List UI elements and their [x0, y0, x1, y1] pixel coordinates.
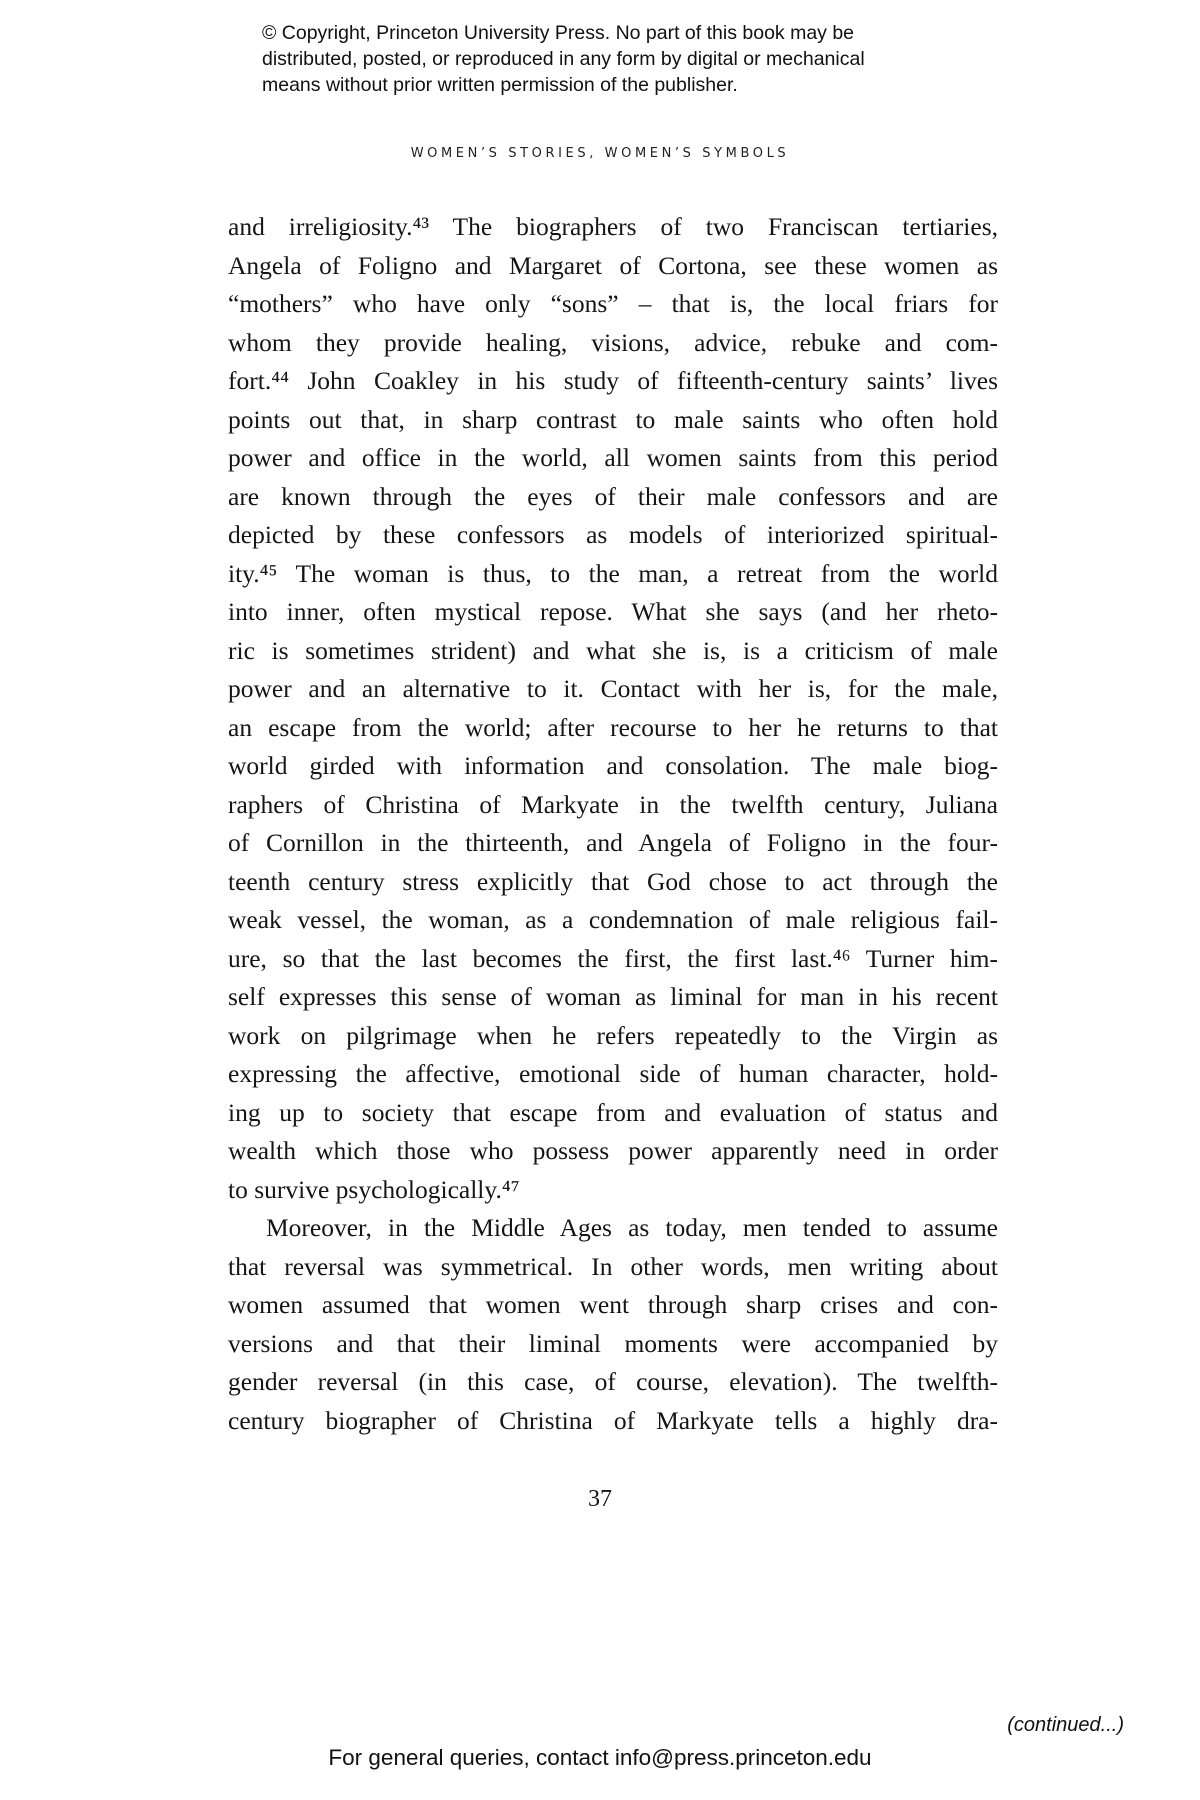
paragraph-start-line: Moreover, in the Middle Ages as today, men tended to assume	[266, 1213, 998, 1242]
page-number: 37	[588, 1486, 612, 1512]
text-line: whom they provide healing, visions, advice, rebuke and com-	[228, 327, 998, 357]
copyright-notice	[262, 20, 982, 98]
text-line: and irreligiosity.⁴³ The biographers of two Franciscan tertiaries,	[228, 212, 998, 241]
text-line: expressing the affective, emotional side of human character, hold-	[228, 1059, 998, 1088]
text-line: are known through the eyes of their male confessors and are	[228, 481, 998, 511]
text-line: century biographer of Christina of Markyate tells a highly dra-	[228, 1405, 998, 1435]
text-line: women assumed that women went through sharp crises and con-	[228, 1290, 998, 1319]
text-line: of Cornillon in the thirteenth, and Angela of Foligno in the four-	[228, 828, 998, 857]
text-line: self expresses this sense of woman as liminal for man in his recent	[228, 982, 998, 1011]
footer-contact: For general queries, contact info@press.princeton.edu	[328, 1745, 872, 1770]
text-line: ure, so that the last becomes the first, the first last.⁴⁶ Turner him-	[228, 943, 998, 973]
text-line: fort.⁴⁴ John Coakley in his study of fifteenth-century saints’ lives	[228, 366, 998, 395]
text-line: versions and that their liminal moments were accompanied by	[228, 1328, 998, 1358]
text-line: teenth century stress explicitly that God chose to act through the	[228, 866, 998, 896]
text-line: power and an alternative to it. Contact with her is, for the male,	[228, 674, 998, 703]
text-line: into inner, often mystical repose. What she says (and her rheto-	[228, 597, 998, 626]
text-line: power and office in the world, all women saints from this period	[228, 443, 998, 472]
copyright-line: distributed, posted, or reproduced in any form by digital or mechanical	[262, 48, 865, 70]
paragraph-end-line: to survive psychologically.⁴⁷	[228, 1174, 520, 1204]
copyright-line: means without prior written permission of the publisher.	[262, 74, 738, 96]
text-line: ity.⁴⁵ The woman is thus, to the man, a retreat from the world	[228, 558, 998, 588]
copyright-line: © Copyright, Princeton University Press. No part of this book may be	[262, 22, 855, 44]
text-line: world girded with information and consolation. The male biog-	[228, 751, 998, 780]
text-line: weak vessel, the woman, as a condemnation of male religious fail-	[228, 905, 998, 934]
text-line: points out that, in sharp contrast to male saints who often hold	[228, 404, 998, 434]
text-line: work on pilgrimage when he refers repeatedly to the Virgin as	[228, 1020, 998, 1050]
text-line: wealth which those who possess power apparently need in order	[228, 1136, 998, 1165]
running-head: WOMEN’S STORIES, WOMEN’S SYMBOLS	[410, 146, 790, 161]
text-line: that reversal was symmetrical. In other words, men writing about	[228, 1251, 998, 1281]
text-line: ric is sometimes strident) and what she is, is a criticism of male	[228, 635, 998, 665]
continued-note: (continued...)	[1007, 1714, 1124, 1736]
text-line: Angela of Foligno and Margaret of Cortona, see these women as	[228, 250, 998, 280]
text-line: an escape from the world; after recourse to her he returns to that	[228, 712, 998, 742]
text-line: depicted by these confessors as models of interiorized spiritual-	[228, 520, 998, 549]
text-line: gender reversal (in this case, of course, elevation). The twelfth-	[228, 1367, 998, 1396]
text-line: ing up to society that escape from and evaluation of status and	[228, 1097, 998, 1127]
body-text	[228, 208, 998, 1440]
text-line: “mothers” who have only “sons” – that is, the local friars for	[228, 289, 998, 318]
text-line: raphers of Christina of Markyate in the twelfth century, Juliana	[228, 789, 998, 819]
